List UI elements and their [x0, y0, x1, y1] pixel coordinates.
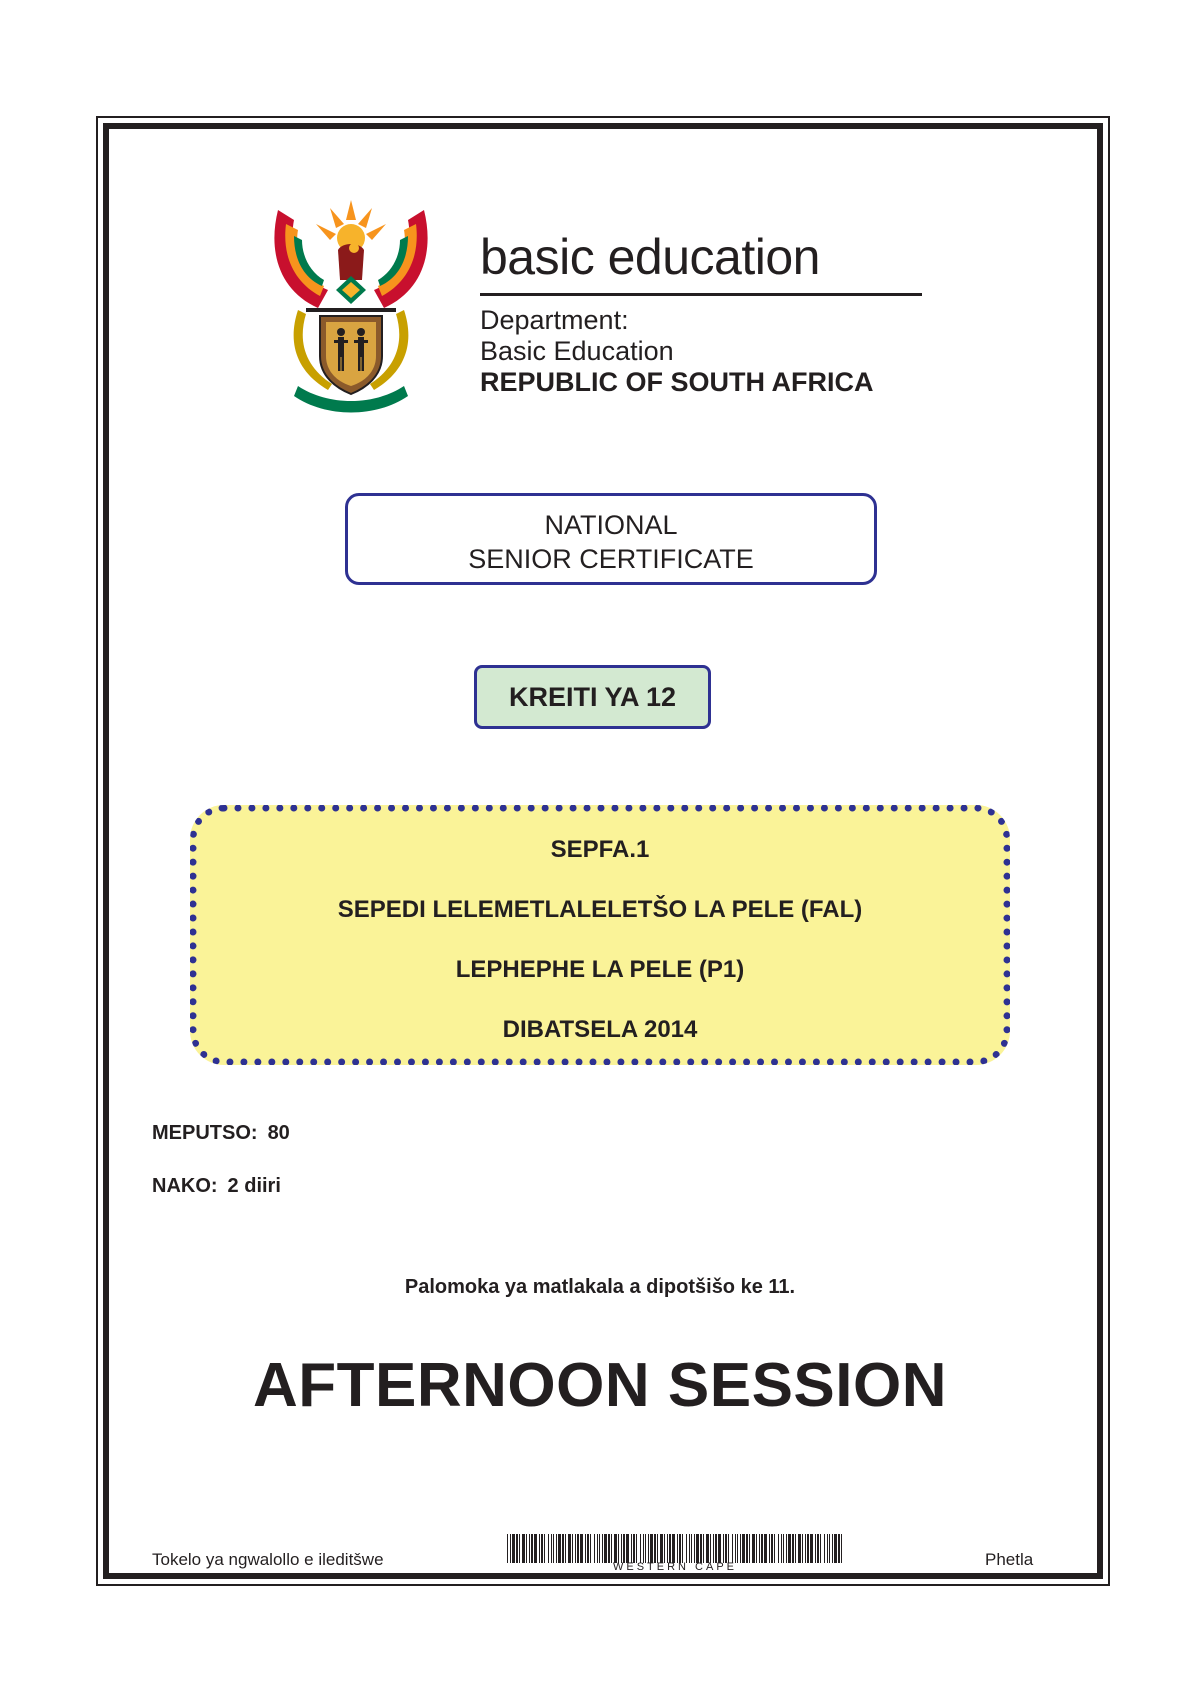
- barcode-bar: [558, 1534, 561, 1563]
- barcode-bar: [526, 1534, 527, 1563]
- barcode-bar: [781, 1534, 782, 1563]
- barcode-bar: [774, 1534, 775, 1563]
- brand-title: basic education: [480, 229, 820, 285]
- barcode-bar: [618, 1534, 619, 1563]
- barcode-bar: [827, 1534, 828, 1563]
- barcode-bar: [604, 1534, 607, 1563]
- barcode: [507, 1534, 843, 1563]
- barcode-bar: [686, 1534, 687, 1563]
- marks-line: [152, 1123, 290, 1143]
- barcode-bar: [820, 1534, 821, 1563]
- barcode-bar: [778, 1534, 779, 1563]
- barcode-bar: [735, 1534, 736, 1563]
- barcode-bar: [562, 1534, 564, 1563]
- certificate-line-2: SENIOR CERTIFICATE: [468, 544, 754, 574]
- barcode-bar: [728, 1534, 729, 1563]
- barcode-bar: [841, 1534, 842, 1563]
- barcode-bar: [689, 1534, 690, 1563]
- country-name: REPUBLIC OF SOUTH AFRICA: [480, 367, 874, 397]
- barcode-bar: [769, 1534, 770, 1563]
- barcode-bar: [682, 1534, 683, 1563]
- grade-label: KREITI YA 12: [508, 682, 677, 712]
- barcode-bar: [553, 1534, 554, 1563]
- barcode-bar: [640, 1534, 641, 1563]
- barcode-bar: [691, 1534, 692, 1563]
- barcode-bar: [807, 1534, 809, 1563]
- time-value: 2 diiri: [227, 1175, 281, 1197]
- barcode-bar: [756, 1534, 757, 1563]
- barcode-bar: [759, 1534, 760, 1563]
- barcode-bar: [548, 1534, 549, 1563]
- subject-code: SEPFA.1: [550, 836, 650, 863]
- barcode-bar: [539, 1534, 540, 1563]
- barcode-bar: [802, 1534, 803, 1563]
- barcode-bar: [746, 1534, 748, 1563]
- barcode-bar: [725, 1534, 727, 1563]
- barcode-bar: [516, 1534, 518, 1563]
- barcode-bar: [507, 1534, 508, 1563]
- barcode-bar: [824, 1534, 825, 1563]
- barcode-bar: [519, 1534, 520, 1563]
- barcode-bar: [585, 1534, 586, 1563]
- turn-over-label: Phetla: [985, 1550, 1034, 1569]
- south-africa-coat-of-arms-icon: [258, 190, 444, 415]
- barcode-bar: [752, 1534, 755, 1563]
- barcode-bar: [648, 1534, 649, 1563]
- barcode-bar: [694, 1534, 695, 1563]
- barcode-bar: [636, 1534, 637, 1563]
- barcode-bar: [643, 1534, 644, 1563]
- subject-name: SEPEDI LELEMETLALELETŠO LA PELE (FAL): [337, 896, 863, 923]
- barcode-bar: [810, 1534, 813, 1563]
- barcode-bar: [805, 1534, 806, 1563]
- barcode-bar: [700, 1534, 702, 1563]
- barcode-bar: [623, 1534, 625, 1563]
- brand-underline: [480, 293, 922, 296]
- barcode-bar: [677, 1534, 678, 1563]
- barcode-bar: [575, 1534, 576, 1563]
- barcode-bar: [660, 1534, 663, 1563]
- barcode-bar: [590, 1534, 591, 1563]
- barcode-bar: [577, 1534, 579, 1563]
- barcode-bar: [556, 1534, 557, 1563]
- barcode-bar: [597, 1534, 598, 1563]
- barcode-bar: [633, 1534, 635, 1563]
- barcode-bar: [664, 1534, 665, 1563]
- barcode-bar: [611, 1534, 612, 1563]
- barcode-bar: [529, 1534, 530, 1563]
- subject-box: [190, 805, 1010, 1065]
- barcode-bar: [742, 1534, 745, 1563]
- barcode-bar: [551, 1534, 552, 1563]
- barcode-bar: [795, 1534, 796, 1563]
- barcode-bar: [544, 1534, 545, 1563]
- barcode-bar: [587, 1534, 589, 1563]
- barcode-bar: [710, 1534, 711, 1563]
- barcode-bar: [534, 1534, 537, 1563]
- barcode-bar: [614, 1534, 617, 1563]
- barcode-bar: [761, 1534, 763, 1563]
- barcode-bar: [732, 1534, 733, 1563]
- copyright-notice: Tokelo ya ngwalollo e ileditšwe: [152, 1550, 384, 1569]
- barcode-bar: [541, 1534, 543, 1563]
- barcode-bar: [798, 1534, 801, 1563]
- barcode-bar: [672, 1534, 675, 1563]
- time-line: [152, 1176, 281, 1196]
- barcode-bar: [764, 1534, 767, 1563]
- barcode-bar: [696, 1534, 699, 1563]
- marks-label: MEPUTSO:: [152, 1122, 258, 1144]
- barcode-bar: [654, 1534, 656, 1563]
- barcode-bar: [565, 1534, 566, 1563]
- marks-value: 80: [267, 1122, 290, 1144]
- barcode-bar: [669, 1534, 671, 1563]
- barcode-bar: [522, 1534, 525, 1563]
- barcode-bar: [631, 1534, 632, 1563]
- barcode-bar: [626, 1534, 629, 1563]
- barcode-bar: [510, 1534, 511, 1563]
- barcode-bar: [580, 1534, 583, 1563]
- barcode-bar: [834, 1534, 837, 1563]
- barcode-bar: [792, 1534, 794, 1563]
- barcode-bar: [713, 1534, 714, 1563]
- barcode-bar: [771, 1534, 773, 1563]
- barcode-bar: [783, 1534, 784, 1563]
- barcode-bar: [715, 1534, 717, 1563]
- barcode-label: WESTERN CAPE: [612, 1561, 737, 1573]
- certificate-box: [345, 493, 877, 585]
- barcode-bar: [608, 1534, 610, 1563]
- barcode-bar: [832, 1534, 833, 1563]
- certificate-line-1: NATIONAL: [544, 510, 678, 540]
- barcode-bar: [786, 1534, 787, 1563]
- department-name: Basic Education: [480, 336, 674, 366]
- barcode-bar: [718, 1534, 721, 1563]
- barcode-bar: [829, 1534, 830, 1563]
- barcode-bar: [815, 1534, 816, 1563]
- barcode-bar: [621, 1534, 622, 1563]
- barcode-bar: [657, 1534, 658, 1563]
- pages-note: Palomoka ya matlakala a dipotšišo ke 11.: [404, 1276, 796, 1298]
- paper-number: LEPHEPHE LA PELE (P1): [455, 956, 745, 983]
- grade-box: [474, 665, 711, 729]
- barcode-bar: [602, 1534, 603, 1563]
- barcode-bar: [706, 1534, 709, 1563]
- barcode-bar: [531, 1534, 533, 1563]
- barcode-bar: [568, 1534, 571, 1563]
- barcode-bar: [749, 1534, 750, 1563]
- barcode-bar: [679, 1534, 681, 1563]
- barcode-bar: [788, 1534, 791, 1563]
- barcode-bar: [737, 1534, 738, 1563]
- barcode-bar: [667, 1534, 668, 1563]
- barcode-bar: [723, 1534, 724, 1563]
- barcode-bar: [645, 1534, 646, 1563]
- exam-session-date: DIBATSELA 2014: [502, 1016, 698, 1043]
- time-label: NAKO:: [152, 1175, 218, 1197]
- barcode-bar: [594, 1534, 595, 1563]
- barcode-bar: [650, 1534, 653, 1563]
- barcode-bar: [838, 1534, 840, 1563]
- barcode-bar: [572, 1534, 573, 1563]
- barcode-bar: [740, 1534, 741, 1563]
- barcode-bar: [512, 1534, 515, 1563]
- barcode-bar: [599, 1534, 600, 1563]
- barcode-bar: [703, 1534, 704, 1563]
- department-label: Department:: [480, 305, 629, 335]
- barcode-bar: [817, 1534, 819, 1563]
- session-title: AFTERNOON SESSION: [252, 1351, 947, 1420]
